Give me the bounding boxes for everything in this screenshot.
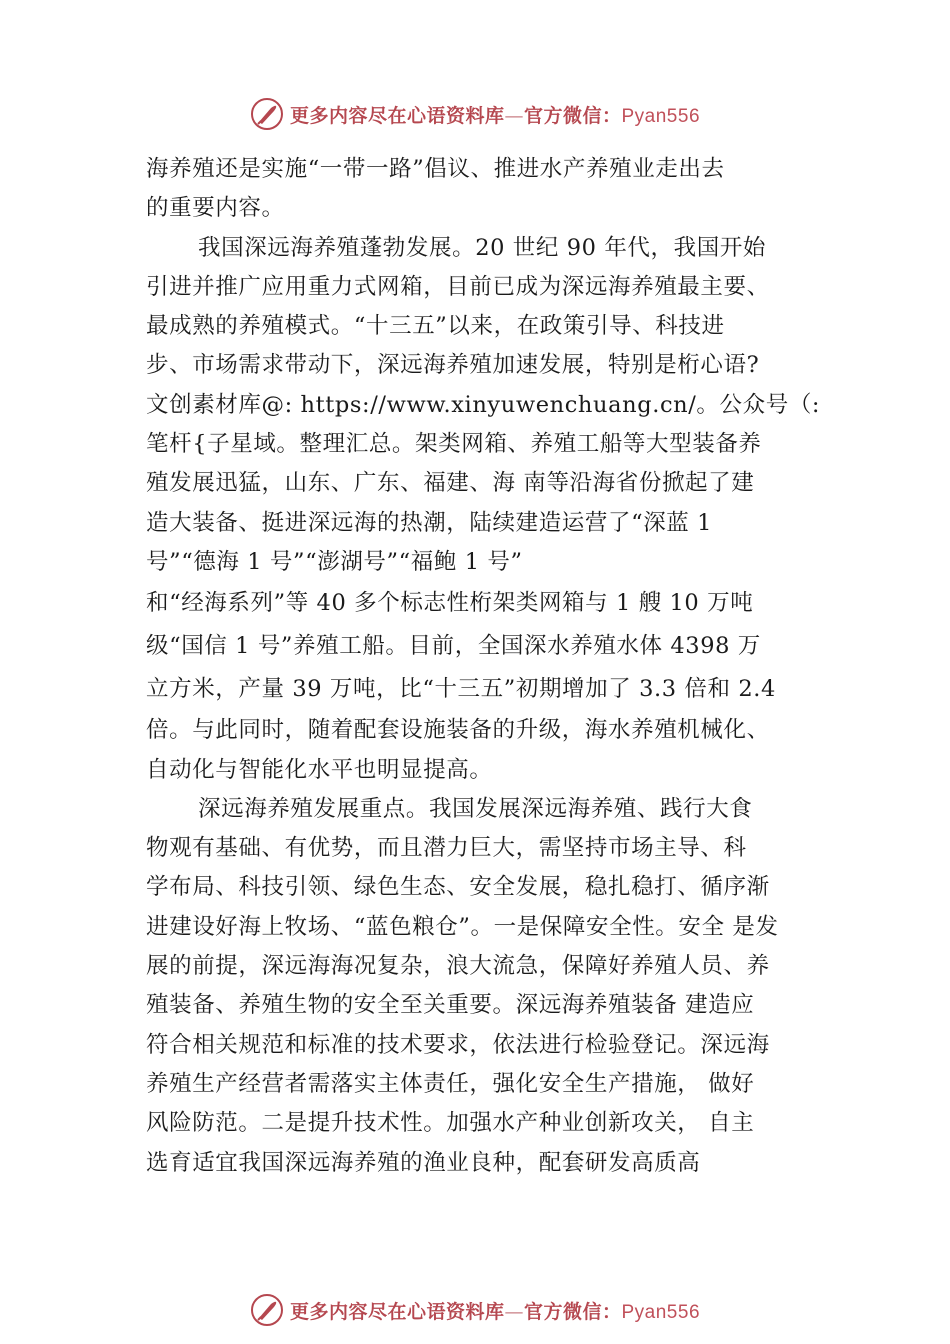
banner-text [290, 101, 700, 128]
body-line: 符合相关规范和标准的技术要求，依法进行检验登记。深远海 [146, 1031, 770, 1058]
banner-cn-text: 更多内容尽在心语资料库 [289, 1300, 505, 1323]
body-line: 殖发展迅猛，山东、广东、福建、海 南等沿海省份掀起了建 [146, 470, 755, 497]
body-line: 物观有基础、有优势，而且潜力巨大，需坚持市场主导、科 [146, 835, 747, 862]
body-line: 养殖生产经营者需落实主体责任，强化安全生产措施， 做好 [146, 1070, 755, 1097]
body-line: 我国深远海养殖蓬勃发展。20 世纪 90 年代，我国开始 [198, 234, 767, 261]
body-line: 步、市场需求带动下，深远海养殖加速发展，特别是桁心语? [146, 352, 760, 379]
body-line: 学布局、科技引领、绿色生态、安全发展，稳扎稳打、循序渐 [146, 874, 770, 901]
body-line: 号”“德海 1 号”“澎湖号”“福鲍 1 号” [146, 548, 523, 575]
body-line: 级“国信 1 号”养殖工船。目前，全国深水养殖水体 4398 万 [146, 633, 761, 660]
banner-wechat-label: 官方微信： [523, 104, 622, 127]
banner-wechat-label: 官方微信： [523, 1300, 622, 1323]
body-line: 倍。与此同时，随着配套设施装备的升级，海水养殖机械化、 [146, 717, 770, 744]
body-line: 展的前提，深远海海况复杂，浪大流急，保障好养殖人员、养 [146, 953, 770, 980]
banner-wechat-id: Pyan556 [621, 105, 701, 127]
body-line: 风险防范。二是提升技术性。加强水产种业创新攻关， 自主 [146, 1110, 755, 1137]
body-line: 自动化与智能化水平也明显提高。 [146, 756, 493, 783]
body-line: 引进并推广应用重力式网箱，目前已成为深远海养殖最主要、 [146, 273, 770, 300]
banner-text [290, 1297, 700, 1324]
banner-cn-text: 更多内容尽在心语资料库 [289, 104, 505, 127]
body-line: 文创素材库@: https://www.xinyuwenchuang.cn/。公众号（: [146, 391, 821, 418]
body-line: 的重要内容。 [146, 195, 285, 222]
pen-quill-logo-icon [250, 1293, 284, 1327]
document-body [146, 150, 826, 1183]
body-line: 和“经海系列”等 40 多个标志性桁架类网箱与 1 艘 10 万吨 [146, 590, 754, 617]
pen-quill-logo-icon [250, 97, 284, 131]
body-line: 选育适宜我国深远海养殖的渔业良种，配套研发高质高 [146, 1149, 701, 1176]
body-line: 立方米，产量 39 万吨，比“十三五”初期增加了 3.3 倍和 2.4 [146, 676, 776, 703]
body-line: 深远海养殖发展重点。我国发展深远海养殖、践行大食 [198, 795, 753, 822]
header-banner [0, 94, 950, 134]
body-line: 造大装备、挺进深远海的热潮，陆续建造运营了“深蓝 1 [146, 509, 713, 536]
body-line: 最成熟的养殖模式。“十三五”以来，在政策引导、科技进 [146, 313, 725, 340]
footer-banner [0, 1290, 950, 1330]
body-line: 海养殖还是实施“一带一路”倡议、推进水产养殖业走出去 [146, 156, 725, 182]
body-line: 进建设好海上牧场、“蓝色粮仓”。一是保障安全性。安全 是发 [146, 913, 779, 940]
banner-separator: — [504, 1300, 524, 1323]
banner-wechat-id: Pyan556 [621, 1301, 701, 1323]
body-line: 笔杆{子星域。整理汇总。架类网箱、养殖工船等大型装备养 [146, 431, 762, 458]
banner-separator: — [504, 104, 524, 127]
body-line: 殖装备、养殖生物的安全至关重要。深远海养殖装备 建造应 [146, 992, 755, 1019]
